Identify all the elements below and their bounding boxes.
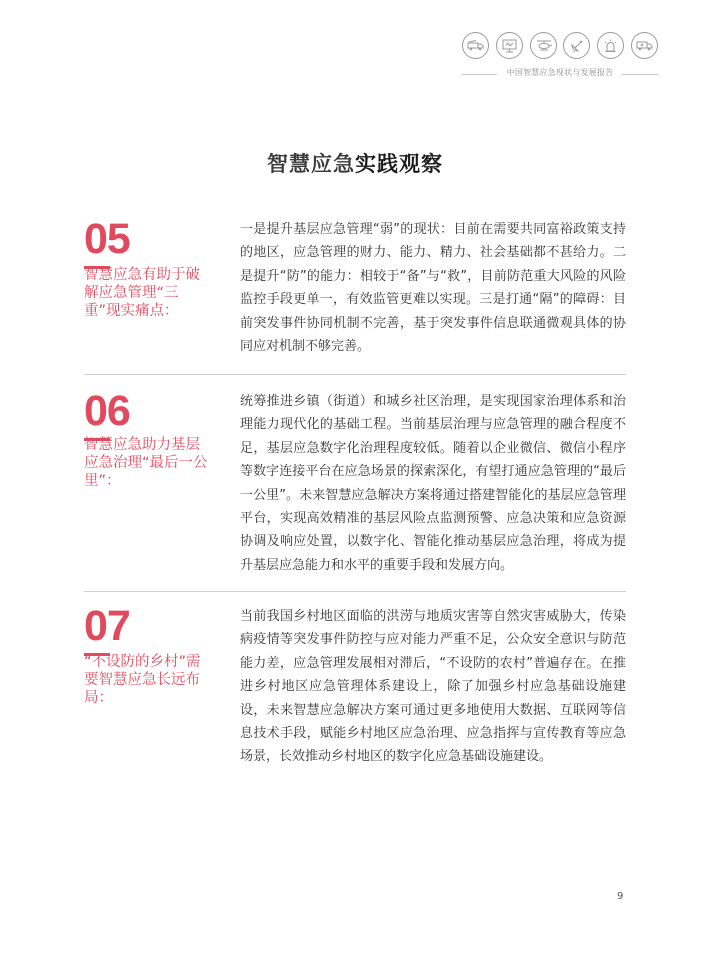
section-number: 05 <box>84 215 130 263</box>
report-title: 中国智慧应急现状与发展报告 <box>506 68 614 77</box>
section-number: 07 <box>84 602 130 650</box>
section-subtitle: “不设防的乡村”需要智慧应急长远布局： <box>84 654 201 706</box>
ambulance-icon <box>631 32 658 59</box>
page-title <box>0 148 710 178</box>
page-title-regular: 智慧应急 <box>267 152 355 176</box>
monitor-icon <box>496 32 523 59</box>
section-subtitle: 智慧应急有助于破解应急管理“三重”现实痛点： <box>84 267 200 319</box>
header-icon-row <box>462 32 658 60</box>
section-05 <box>84 215 626 358</box>
alarm-light-icon <box>597 32 624 59</box>
section-07 <box>84 602 626 770</box>
fire-truck-icon <box>462 32 489 59</box>
helicopter-icon <box>530 32 557 59</box>
section-06 <box>84 387 626 575</box>
section-body: 统筹推进乡镇（街道）和城乡社区治理，是实现国家治理体系和治理能力现代化的基础工程。当前基层治理与应急管理的融合程度不足，基层应急数字化治理程度较低。随着以企业微信、微信小程序等数字连接平台在应急场景的探索深化，有望打通应急管理的“最后一公里”。未来智慧应急解决方案将通过搭建智能化的基层应急管理平台，实现高效精准的基层风险点监测预警、应急决策和应急资源协调及响应处置，以数字化、智能化推动基层应急治理，将成为提升基层应急能力和水平的重要手段和发展方向。 <box>240 394 626 573</box>
section-body: 当前我国乡村地区面临的洪涝与地质灾害等自然灾害威胁大，传染病疫情等突发事件防控与应对能力严重不足，公众安全意识与防范能力差，应急管理发展相对滞后，“不设防的农村”普遍存在。在推进乡村地区应急管理体系建设上，除了加强乡村应急基础设施建设，未来智慧应急解决方案可通过更多地使用大数据、互联网等信息技术手段，赋能乡村地区应急治理、应急指挥与宣传教育等应急场景，长效推动乡村地区的数字化应急基础设施建设。 <box>240 609 626 765</box>
satellite-dish-icon <box>563 32 590 59</box>
page-number: 9 <box>617 891 624 902</box>
header-rule-right <box>622 74 658 75</box>
section-subtitle: 智慧应急助力基层应急治理“最后一公里”： <box>84 437 208 489</box>
section-body: 一是提升基层应急管理“弱”的现状：目前在需要共同富裕政策支持的地区，应急管理的财力、能力、精力、社会基础都不甚给力。二是提升“防”的能力：相较于“备”与“救”，目前防范重大风险的风险监控手段更单一，有效监管更难以实现。三是打通“隔”的障碍：目前突发事件协同机制不完善，基于突发事件信息联通微观具体的协同应对机制不够完善。 <box>240 222 626 355</box>
section-divider <box>84 591 626 592</box>
page-title-bold: 实践观察 <box>355 152 443 176</box>
header-rule-left <box>462 74 497 75</box>
section-divider <box>84 374 626 375</box>
section-number: 06 <box>84 387 130 435</box>
